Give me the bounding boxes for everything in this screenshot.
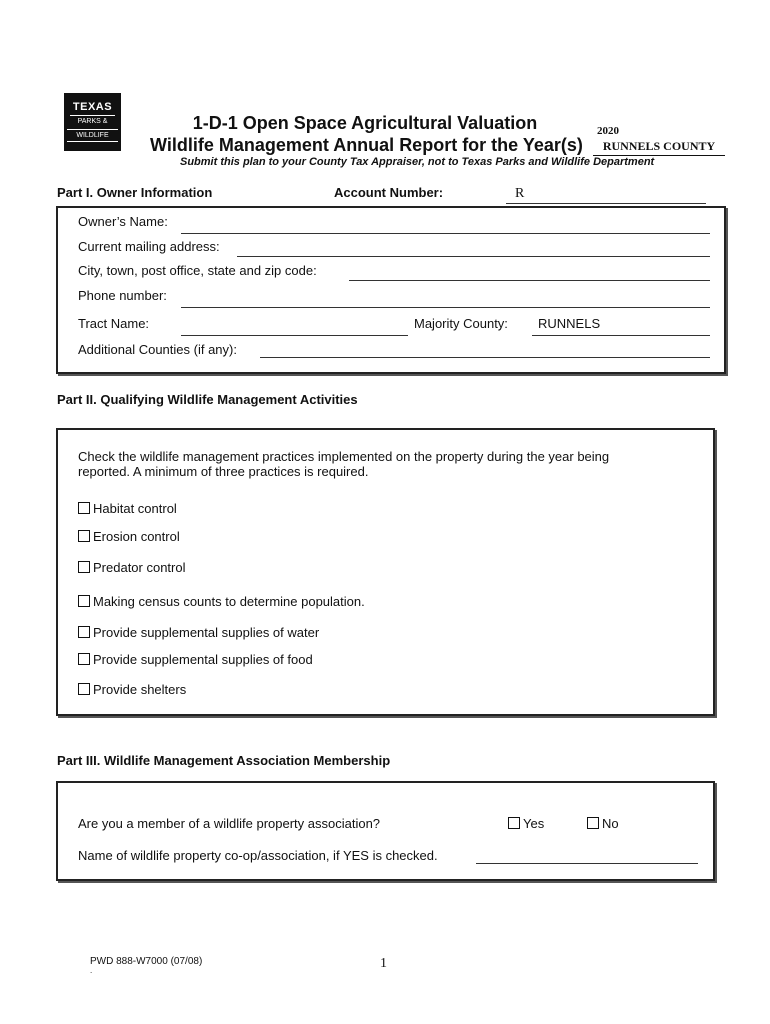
city-state-zip-field[interactable] [349,280,710,281]
coop-name-field[interactable] [476,863,698,864]
practice-label: Predator control [93,560,186,575]
practice-label: Habitat control [93,501,177,516]
phone-number-label: Phone number: [78,288,167,303]
practice-label: Provide supplemental supplies of water [93,625,320,640]
practice-label: Provide supplemental supplies of food [93,652,313,667]
practice-supplemental-food[interactable] [78,652,313,667]
account-number-field[interactable]: R [515,186,525,201]
coop-name-label: Name of wildlife property co-op/association, if YES is checked. [78,848,438,863]
tract-name-field[interactable] [181,335,408,336]
account-number-label: Account Number: [334,185,444,200]
footer-mark: . [90,966,93,975]
practice-label: Making census counts to determine population. [93,594,365,609]
membership-question: Are you a member of a wildlife property association? [78,816,381,831]
account-number-line [506,203,706,204]
practice-provide-shelters[interactable] [78,682,186,697]
practice-census-counts[interactable] [78,594,365,609]
practice-erosion-control[interactable] [78,529,180,544]
report-year[interactable]: 2020 [597,125,619,137]
practice-supplemental-water[interactable] [78,625,319,640]
form-title-line2: Wildlife Management Annual Report for the Year(s) [150,135,583,155]
part2-heading: Part II. Qualifying Wildlife Management Activities [57,392,358,407]
majority-county-value[interactable]: RUNNELS [538,316,601,331]
part3-heading: Part III. Wildlife Management Association Membership [57,753,391,768]
membership-no-option[interactable] [587,816,619,831]
practice-label: Provide shelters [93,682,187,697]
additional-counties-label: Additional Counties (if any): [78,342,237,357]
form-title-line1: 1-D-1 Open Space Agricultural Valuation [192,113,538,133]
logo-text-parks: PARKS & [70,115,115,125]
page-number: 1 [380,956,387,971]
membership-yes-option[interactable] [508,816,544,831]
logo-text-wildlife: WILDLIFE [67,129,118,142]
mailing-address-label: Current mailing address: [78,239,220,254]
city-state-zip-label: City, town, post office, state and zip code: [78,263,317,278]
no-label: No [602,816,619,831]
checkbox[interactable] [78,561,90,573]
checkbox[interactable] [78,653,90,665]
practice-predator-control[interactable] [78,560,186,575]
tpwd-logo [64,93,121,151]
owners-name-field[interactable] [181,233,710,234]
mailing-address-field[interactable] [237,256,710,257]
checkbox-yes[interactable] [508,817,520,829]
additional-counties-field[interactable] [260,357,710,358]
checkbox-no[interactable] [587,817,599,829]
practices-instructions-line1: Check the wildlife management practices implemented on the property during the year being [78,449,610,464]
owners-name-label: Owner’s Name: [78,214,168,229]
part1-heading: Part I. Owner Information [57,185,213,200]
logo-text-texas: TEXAS [72,101,113,113]
membership-box [56,781,715,881]
phone-number-field[interactable] [181,307,710,308]
yes-label: Yes [523,816,545,831]
form-subtitle: Submit this plan to your County Tax Appraiser, not to Texas Parks and Wildlife Department [180,156,655,168]
practice-habitat-control[interactable] [78,501,177,516]
practices-instructions-line2: reported. A minimum of three practices is required. [78,464,369,479]
practice-label: Erosion control [93,529,180,544]
checkbox[interactable] [78,626,90,638]
checkbox[interactable] [78,530,90,542]
form-code: PWD 888-W7000 (07/08) [90,956,203,967]
checkbox[interactable] [78,595,90,607]
tract-name-label: Tract Name: [78,316,150,331]
majority-county-label: Majority County: [414,316,508,331]
county-name: RUNNELS COUNTY [593,139,725,156]
majority-county-line [532,335,710,336]
checkbox[interactable] [78,683,90,695]
checkbox[interactable] [78,502,90,514]
